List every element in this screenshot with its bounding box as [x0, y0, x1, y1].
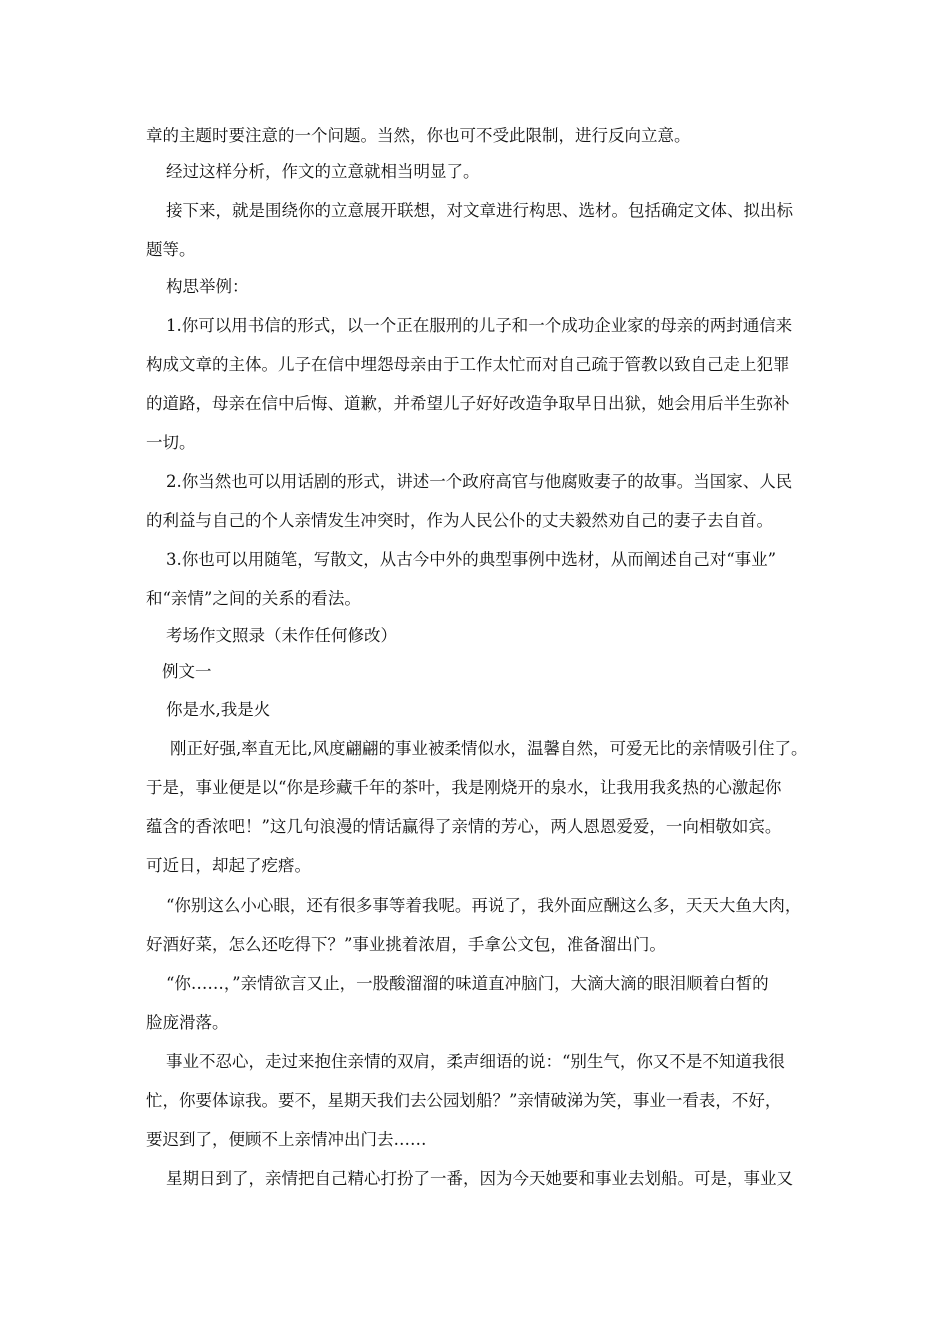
- text-line: 和“亲情”之间的关系的看法。: [146, 589, 361, 608]
- text-line: “你别这么小心眼，还有很多事等着我呢。再说了，我外面应酬这么多，天天大鱼大肉，: [166, 896, 802, 915]
- text-line: 经过这样分析，作文的立意就相当明显了。: [166, 162, 480, 181]
- text-line: 于是，事业便是以“你是珍藏千年的茶叶，我是刚烧开的泉水，让我用我炙热的心激起你: [146, 778, 782, 797]
- text-line: 刚正好强,率直无比,风度翩翩的事业被柔情似水，温馨自然，可爱无比的亲情吸引住了。: [170, 739, 808, 758]
- text-line: 事业不忍心，走过来抱住亲情的双肩，柔声细语的说：“别生气，你又不是不知道我很: [166, 1052, 785, 1071]
- text-line: “你……，”亲情欲言又止，一股酸溜溜的味道直冲脑门，大滴大滴的眼泪顺着白皙的: [166, 974, 769, 993]
- example-label: 例文一: [162, 662, 212, 681]
- text-line: 蕴含的香浓吧！”这几句浪漫的情话赢得了亲情的芳心，两人恩恩爱爱，一向相敬如宾。: [146, 817, 782, 836]
- text-line: 1.你可以用书信的形式，以一个正在服刑的儿子和一个成功企业家的母亲的两封通信来: [166, 316, 793, 335]
- text-line: 忙，你要体谅我。要不，星期天我们去公园划船？”亲情破涕为笑，事业一看表，不好，: [146, 1091, 782, 1110]
- text-line: 2.你当然也可以用话剧的形式，讲述一个政府高官与他腐败妻子的故事。当国家、人民: [166, 472, 793, 491]
- text-line: 章的主题时要注意的一个问题。当然，你也可不受此限制，进行反向立意。: [146, 126, 691, 145]
- text-line: 的道路，母亲在信中后悔、道歉，并希望儿子好好改造争取早日出狱，她会用后半生弥补: [146, 394, 790, 413]
- text-line: 要迟到了，便顾不上亲情冲出门去……: [146, 1130, 427, 1149]
- text-line: 星期日到了，亲情把自己精心打扮了一番，因为今天她要和事业去划船。可是，事业又: [166, 1169, 793, 1188]
- text-line: 接下来，就是围绕你的立意展开联想，对文章进行构思、选材。包括确定文体、拟出标: [166, 201, 793, 220]
- text-line: 脸庞滑落。: [146, 1013, 229, 1032]
- text-line: 3.你也可以用随笔，写散文，从古今中外的典型事例中选材，从而阐述自己对“事业”: [166, 550, 777, 569]
- text-line: 好酒好菜，怎么还吃得下？”事业挑着浓眉，手拿公文包，准备溜出门。: [146, 935, 666, 954]
- text-line: 可近日，却起了疙瘩。: [146, 856, 311, 875]
- section-heading: 考场作文照录（未作任何修改）: [166, 626, 397, 645]
- text-line: 一切。: [146, 433, 196, 452]
- text-line: 题等。: [146, 240, 196, 259]
- text-line: 构成文章的主体。儿子在信中埋怨母亲由于工作太忙而对自己疏于管教以致自己走上犯罪: [146, 355, 790, 374]
- text-line: 构思举例：: [166, 277, 249, 296]
- text-line: 的利益与自己的个人亲情发生冲突时，作为人民公仆的丈夫毅然劝自己的妻子去自首。: [146, 511, 773, 530]
- essay-title: 你是水,我是火: [166, 700, 271, 719]
